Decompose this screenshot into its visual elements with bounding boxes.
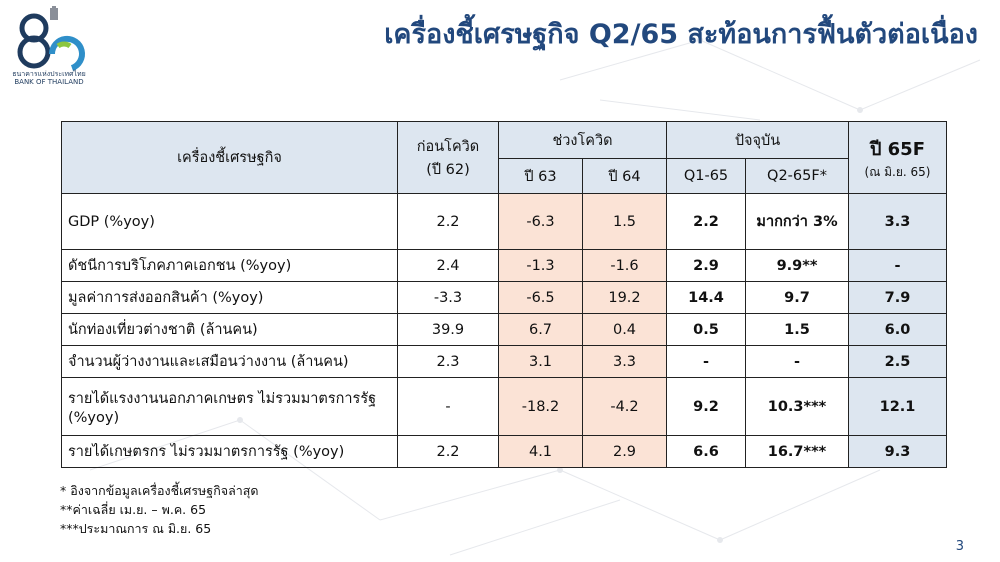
table-row bbox=[62, 282, 947, 314]
table-row bbox=[62, 250, 947, 282]
header-covid-period: ช่วงโควิด bbox=[499, 122, 667, 159]
page-number: 3 bbox=[955, 539, 964, 554]
cell-pre-covid: 39.9 bbox=[398, 314, 499, 346]
footnotes bbox=[60, 481, 259, 538]
header-pre-covid-line2: (ปี 62) bbox=[426, 161, 470, 178]
slide-title: เครื่องชี้เศรษฐกิจ Q2/65 สะท้อนการฟื้นตัวต่อเนื่อง bbox=[384, 19, 978, 50]
cell-pre-covid: 2.3 bbox=[398, 346, 499, 378]
logo-text-english: BANK OF THAILAND bbox=[14, 78, 84, 86]
table-row bbox=[62, 194, 947, 250]
cell-pre-covid: -3.3 bbox=[398, 282, 499, 314]
header-forecast-65 bbox=[849, 122, 947, 194]
row-label: นักท่องเที่ยวต่างชาติ (ล้านคน) bbox=[62, 314, 398, 346]
logo-text-thai: ธนาคารแห่งประเทศไทย bbox=[12, 70, 86, 78]
cell-y64: 3.3 bbox=[583, 346, 667, 378]
header-pre-covid bbox=[398, 122, 499, 194]
cell-q1-65: 2.9 bbox=[667, 250, 746, 282]
cell-y63: -6.5 bbox=[499, 282, 583, 314]
cell-forecast-65: - bbox=[849, 250, 947, 282]
header-q1-65: Q1-65 bbox=[667, 159, 746, 194]
header-y64: ปี 64 bbox=[583, 159, 667, 194]
row-label: จำนวนผู้ว่างงานและเสมือนว่างงาน (ล้านคน) bbox=[62, 346, 398, 378]
cell-pre-covid: - bbox=[398, 378, 499, 436]
header-q2-65f: Q2-65F* bbox=[746, 159, 849, 194]
cell-y64: 0.4 bbox=[583, 314, 667, 346]
header-pre-covid-line1: ก่อนโควิด bbox=[416, 138, 480, 155]
cell-forecast-65: 6.0 bbox=[849, 314, 947, 346]
cell-q2-65f: 16.7*** bbox=[746, 436, 849, 468]
cell-y64: 2.9 bbox=[583, 436, 667, 468]
table-row bbox=[62, 346, 947, 378]
cell-q1-65: 9.2 bbox=[667, 378, 746, 436]
header-forecast-65-line2: (ณ มิ.ย. 65) bbox=[864, 164, 931, 179]
cell-pre-covid: 2.2 bbox=[398, 194, 499, 250]
row-label: GDP (%yoy) bbox=[62, 194, 398, 250]
cell-y63: -1.3 bbox=[499, 250, 583, 282]
cell-y63: -18.2 bbox=[499, 378, 583, 436]
cell-q1-65: 0.5 bbox=[667, 314, 746, 346]
cell-pre-covid: 2.2 bbox=[398, 436, 499, 468]
header-y63: ปี 63 bbox=[499, 159, 583, 194]
logo-caption bbox=[6, 70, 92, 86]
table-row bbox=[62, 436, 947, 468]
cell-forecast-65: 12.1 bbox=[849, 378, 947, 436]
cell-y63: 4.1 bbox=[499, 436, 583, 468]
cell-y63: 6.7 bbox=[499, 314, 583, 346]
cell-q2-65f: 9.9** bbox=[746, 250, 849, 282]
cell-forecast-65: 9.3 bbox=[849, 436, 947, 468]
cell-q2-65f: 1.5 bbox=[746, 314, 849, 346]
header-current: ปัจจุบัน bbox=[667, 122, 849, 159]
table-row bbox=[62, 378, 947, 436]
cell-y64: 19.2 bbox=[583, 282, 667, 314]
cell-forecast-65: 3.3 bbox=[849, 194, 947, 250]
footnote-1: * อิงจากข้อมูลเครื่องชี้เศรษฐกิจล่าสุด bbox=[60, 483, 259, 498]
cell-q2-65f: 9.7 bbox=[746, 282, 849, 314]
footnote-3: ***ประมาณการ ณ มิ.ย. 65 bbox=[60, 521, 212, 536]
row-label: รายได้เกษตรกร ไม่รวมมาตรการรัฐ (%yoy) bbox=[62, 436, 398, 468]
cell-q1-65: - bbox=[667, 346, 746, 378]
cell-q1-65: 6.6 bbox=[667, 436, 746, 468]
cell-q2-65f: 10.3*** bbox=[746, 378, 849, 436]
cell-y64: -1.6 bbox=[583, 250, 667, 282]
cell-y63: 3.1 bbox=[499, 346, 583, 378]
cell-q2-65f: มากกว่า 3% bbox=[746, 194, 849, 250]
cell-y64: -4.2 bbox=[583, 378, 667, 436]
row-label: ดัชนีการบริโภคภาคเอกชน (%yoy) bbox=[62, 250, 398, 282]
cell-y63: -6.3 bbox=[499, 194, 583, 250]
footnote-2: **ค่าเฉลี่ย เม.ย. – พ.ค. 65 bbox=[60, 502, 207, 517]
row-label: รายได้แรงงานนอกภาคเกษตร ไม่รวมมาตรการรัฐ (%yoy) bbox=[62, 378, 398, 436]
table-row bbox=[62, 314, 947, 346]
cell-forecast-65: 2.5 bbox=[849, 346, 947, 378]
economic-indicators-table bbox=[61, 121, 947, 468]
cell-pre-covid: 2.4 bbox=[398, 250, 499, 282]
header-row-1 bbox=[62, 122, 947, 159]
row-label: มูลค่าการส่งออกสินค้า (%yoy) bbox=[62, 282, 398, 314]
cell-forecast-65: 7.9 bbox=[849, 282, 947, 314]
header-indicator: เครื่องชี้เศรษฐกิจ bbox=[62, 122, 398, 194]
cell-y64: 1.5 bbox=[583, 194, 667, 250]
cell-q1-65: 2.2 bbox=[667, 194, 746, 250]
cell-q2-65f: - bbox=[746, 346, 849, 378]
cell-q1-65: 14.4 bbox=[667, 282, 746, 314]
header-forecast-65-line1: ปี 65F bbox=[869, 138, 926, 160]
